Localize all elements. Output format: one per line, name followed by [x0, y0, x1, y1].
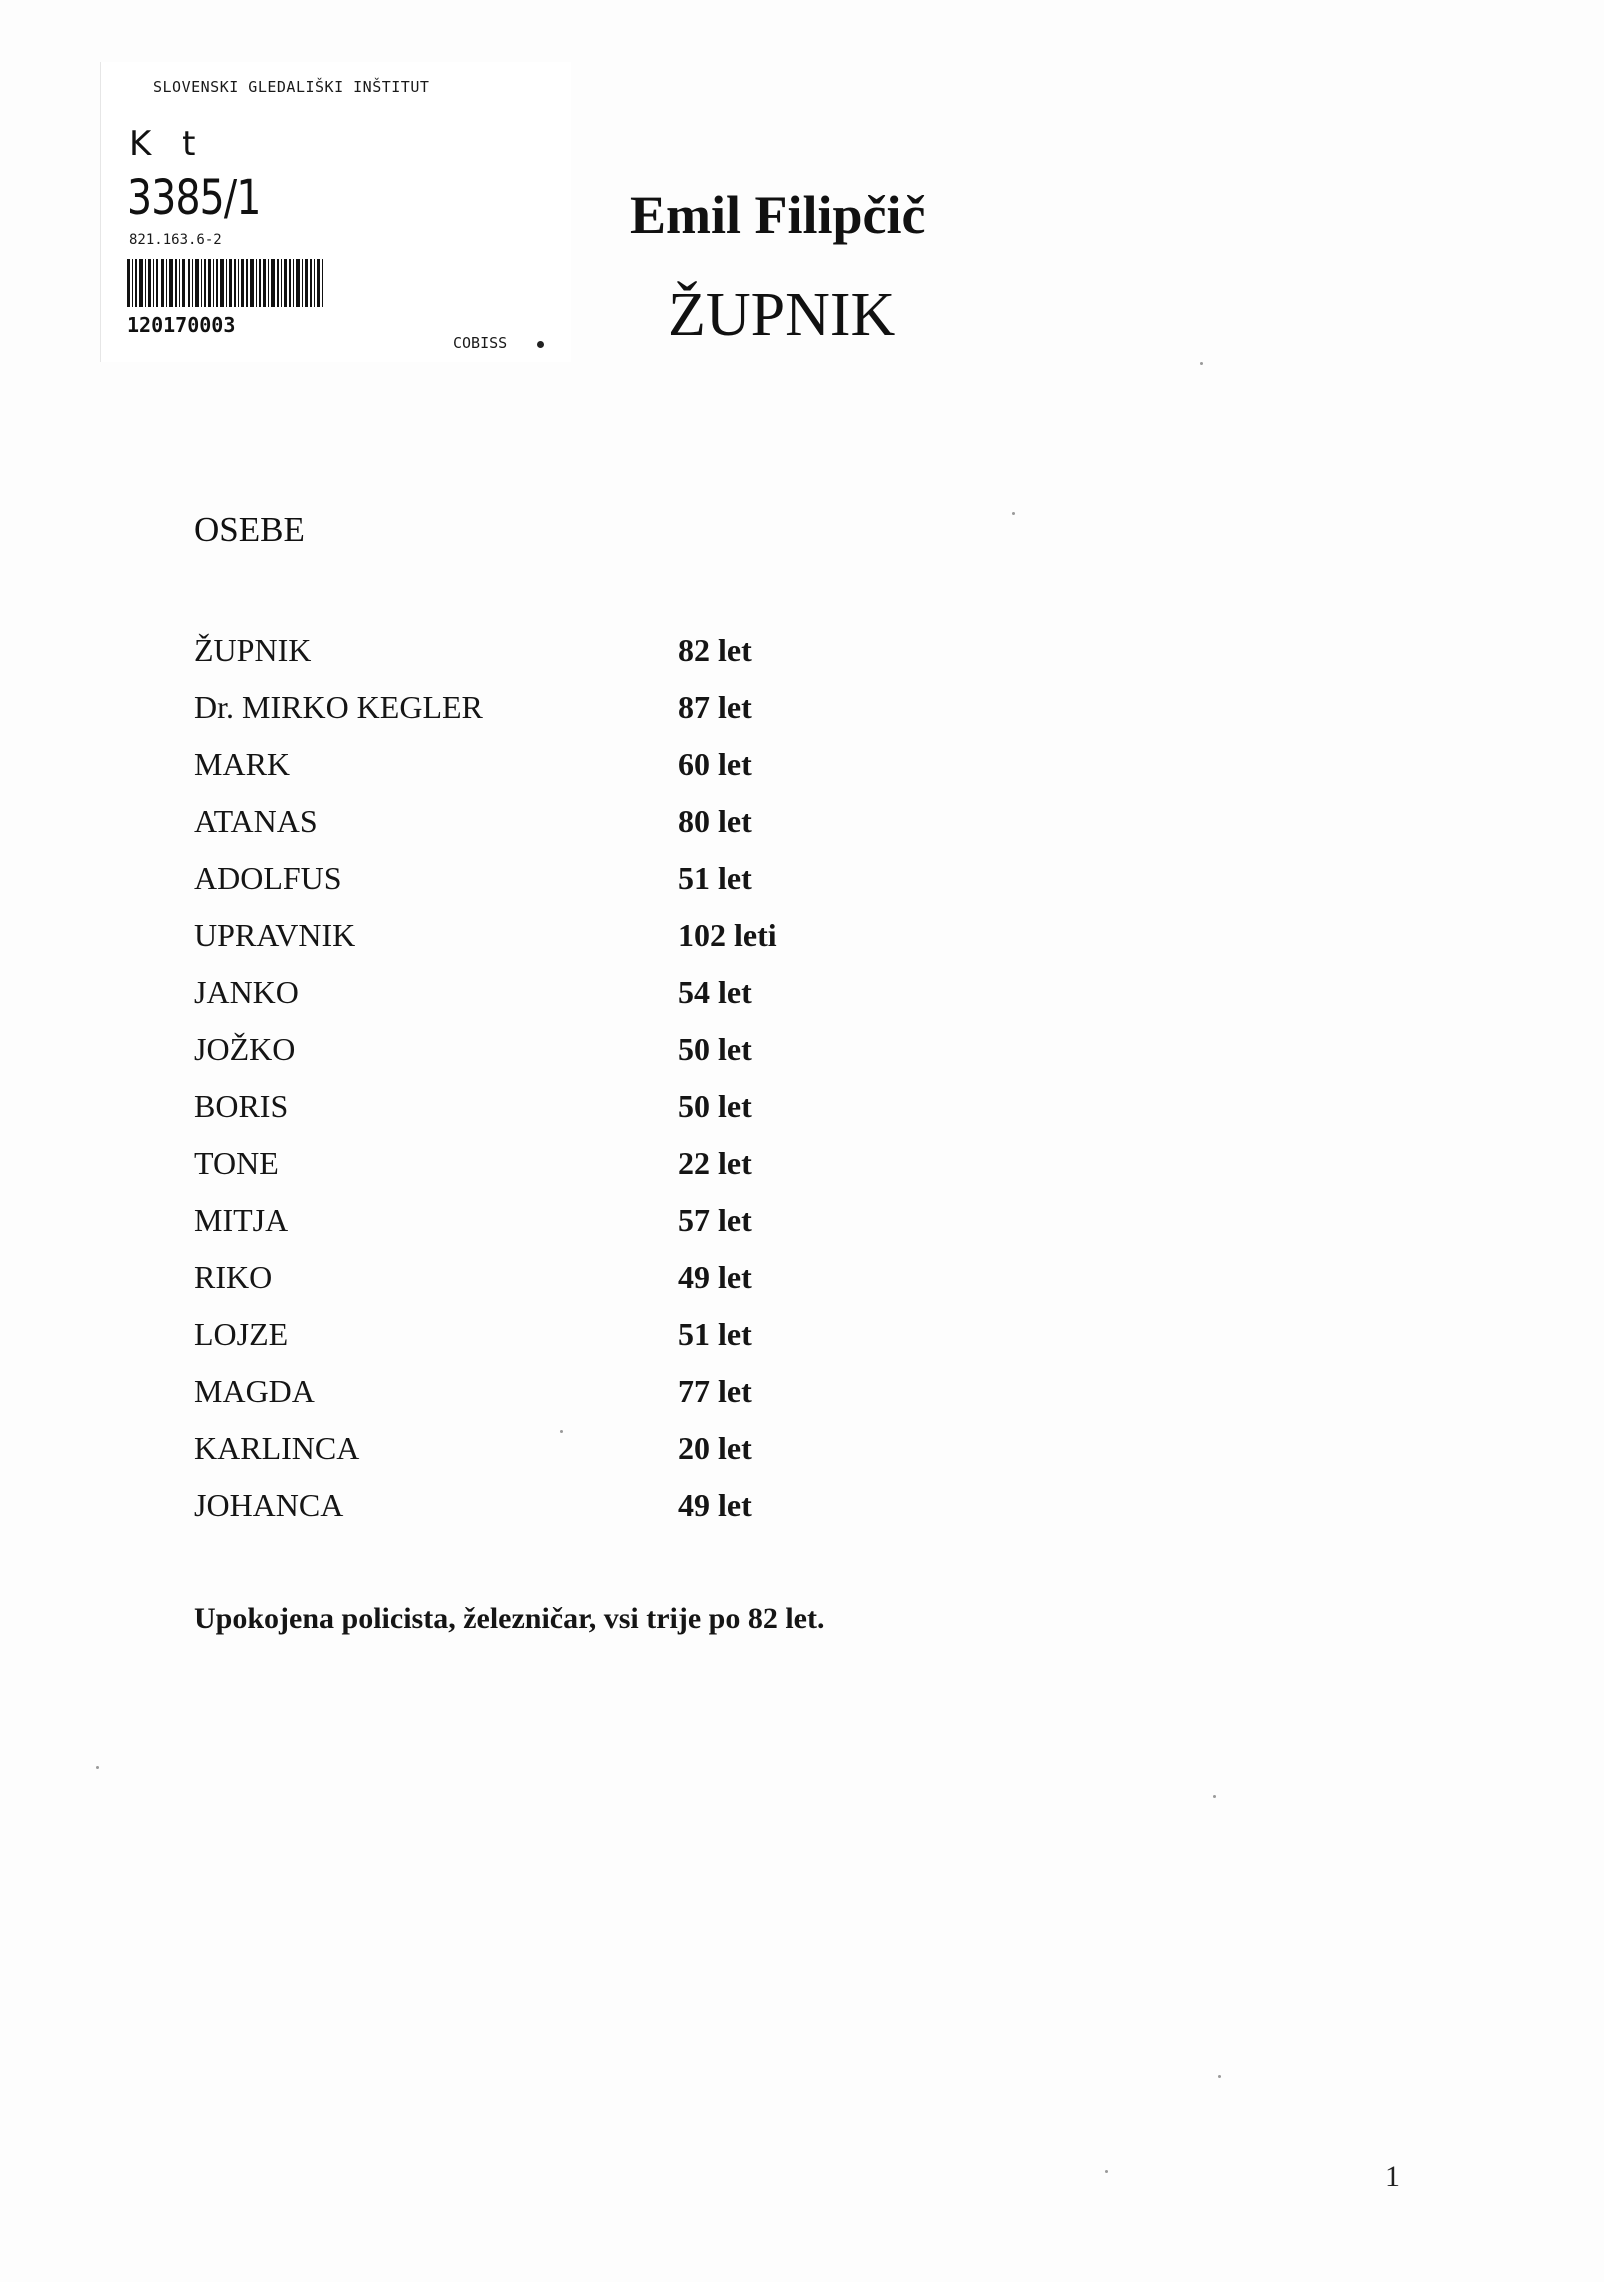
cast-row — [194, 974, 894, 1031]
character-name: JOHANCA — [194, 1487, 344, 1523]
scan-speck — [560, 1430, 563, 1433]
cast-row — [194, 1373, 894, 1430]
collection-code: K t — [129, 124, 206, 164]
call-number: 3385/1 — [127, 170, 261, 226]
character-age: 82 let — [678, 632, 752, 668]
cobiss-mark: COBISS — [453, 334, 508, 352]
library-catalog-label — [100, 62, 571, 362]
character-name: MITJA — [194, 1202, 289, 1238]
character-age: 50 let — [678, 1031, 752, 1067]
play-title: ŽUPNIK — [668, 281, 896, 349]
character-age: 60 let — [678, 746, 752, 782]
cast-row — [194, 1259, 894, 1316]
character-age: 50 let — [678, 1088, 752, 1124]
character-age: 51 let — [678, 1316, 752, 1352]
character-age: 49 let — [678, 1259, 752, 1295]
character-name: KARLINCA — [194, 1430, 360, 1466]
character-name: MAGDA — [194, 1373, 315, 1409]
page-number: 1 — [1385, 2160, 1400, 2193]
cobiss-dot-icon — [537, 341, 544, 348]
scan-speck — [96, 1766, 99, 1769]
character-name: LOJZE — [194, 1316, 289, 1352]
cast-row — [194, 803, 894, 860]
character-age: 20 let — [678, 1430, 752, 1466]
character-age: 49 let — [678, 1487, 752, 1523]
cast-row — [194, 1430, 894, 1487]
character-name: JANKO — [194, 974, 299, 1010]
character-age: 54 let — [678, 974, 752, 1010]
scan-speck — [1218, 2075, 1221, 2078]
character-age: 51 let — [678, 860, 752, 896]
character-name: TONE — [194, 1145, 279, 1181]
scan-speck — [1012, 512, 1015, 515]
cast-note: Upokojena policista, železničar, vsi trije po 82 let. — [194, 1602, 825, 1635]
scan-speck — [1213, 1795, 1216, 1798]
cast-row — [194, 1202, 894, 1259]
udk-classification: 821.163.6-2 — [129, 232, 222, 248]
institute-name: SLOVENSKI GLEDALIŠKI INŠTITUT — [153, 78, 430, 96]
cast-row — [194, 746, 894, 803]
author-name: Emil Filipčič — [630, 185, 926, 245]
cast-heading: OSEBE — [194, 510, 305, 549]
scan-speck — [1200, 362, 1203, 365]
cast-list — [194, 632, 894, 1544]
character-name: JOŽKO — [194, 1031, 296, 1067]
cast-row — [194, 689, 894, 746]
cast-row — [194, 860, 894, 917]
character-name: RIKO — [194, 1259, 273, 1295]
character-name: UPRAVNIK — [194, 917, 356, 953]
cast-row — [194, 1316, 894, 1373]
scan-speck — [1105, 2170, 1108, 2173]
cast-row — [194, 1031, 894, 1088]
cast-row — [194, 1487, 894, 1544]
cast-row — [194, 917, 894, 974]
character-age: 87 let — [678, 689, 752, 725]
character-name: ŽUPNIK — [194, 632, 312, 668]
character-age: 80 let — [678, 803, 752, 839]
cast-row — [194, 1145, 894, 1202]
character-name: MARK — [194, 746, 291, 782]
character-name: ADOLFUS — [194, 860, 342, 896]
character-name: Dr. MIRKO KEGLER — [194, 689, 483, 725]
character-name: ATANAS — [194, 803, 318, 839]
barcode-image — [127, 259, 323, 307]
character-age: 57 let — [678, 1202, 752, 1238]
character-age: 77 let — [678, 1373, 752, 1409]
barcode-number: 120170003 — [127, 313, 236, 337]
cast-row — [194, 1088, 894, 1145]
character-age: 22 let — [678, 1145, 752, 1181]
character-age: 102 leti — [678, 917, 777, 953]
cast-row — [194, 632, 894, 689]
character-name: BORIS — [194, 1088, 289, 1124]
